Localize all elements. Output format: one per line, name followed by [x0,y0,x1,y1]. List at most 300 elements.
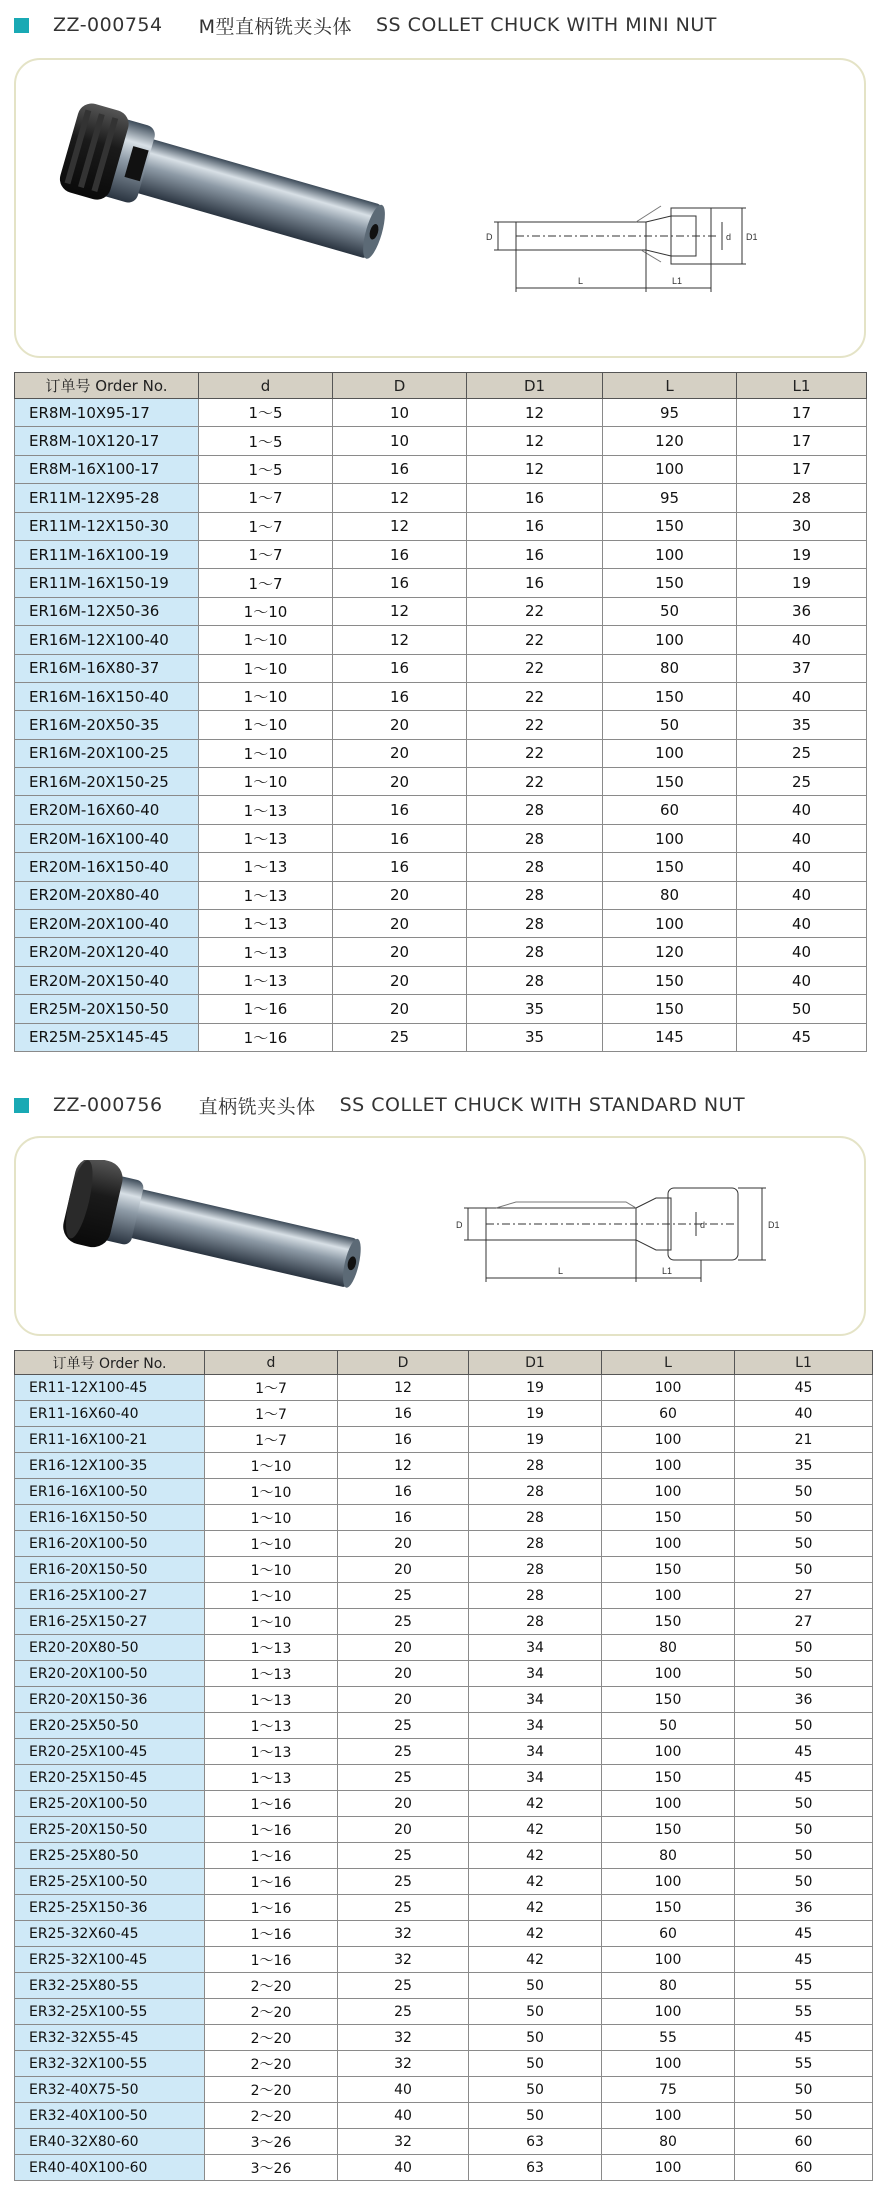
table-row [15,1635,873,1661]
cell-D: 16 [333,682,467,710]
cell-L1: 55 [735,2051,873,2077]
cell-L1: 50 [735,1531,873,1557]
cell-D: 16 [333,796,467,824]
cell-D1: 28 [469,1531,602,1557]
cell-L: 50 [603,711,737,739]
cell-order-no: ER8M-16X100-17 [15,455,199,483]
cell-D: 10 [333,399,467,427]
cell-d: 2～20 [205,2103,338,2129]
drawing-label-D: D [456,1220,463,1230]
cell-L1: 30 [737,512,867,540]
cell-D1: 28 [469,1453,602,1479]
cell-order-no: ER11M-16X100-19 [15,540,199,568]
table-row [15,881,867,909]
cell-d: 1～5 [199,427,333,455]
cell-D: 32 [338,2025,469,2051]
cell-L: 80 [602,1843,735,1869]
cell-D1: 50 [469,2077,602,2103]
cell-L: 150 [603,966,737,994]
col-header-D1: D1 [469,1351,602,1375]
cell-D: 20 [333,881,467,909]
cell-D1: 16 [467,512,603,540]
cell-L1: 17 [737,399,867,427]
cell-d: 1～13 [199,881,333,909]
cell-d: 1～10 [199,626,333,654]
cell-order-no: ER20-25X150-45 [15,1765,205,1791]
cell-d: 1～7 [199,484,333,512]
cell-L: 150 [603,995,737,1023]
cell-order-no: ER32-25X100-55 [15,1999,205,2025]
cell-d: 1～16 [205,1921,338,1947]
cell-L: 100 [602,2103,735,2129]
cell-d: 1～7 [205,1375,338,1401]
cell-D: 20 [333,938,467,966]
cell-order-no: ER20M-20X120-40 [15,938,199,966]
drawing-label-L1: L1 [672,276,683,286]
cell-L1: 50 [735,1713,873,1739]
cell-d: 1～13 [205,1713,338,1739]
table-row [15,739,867,767]
cell-d: 2～20 [205,2025,338,2051]
table-row [15,1895,873,1921]
col-header-d: d [199,373,333,399]
cell-D: 40 [338,2155,469,2181]
table-row [15,1817,873,1843]
table-row [15,682,867,710]
cell-D: 20 [333,910,467,938]
cell-D1: 34 [469,1687,602,1713]
cell-L1: 27 [735,1609,873,1635]
cell-L: 100 [602,1479,735,1505]
section-title [14,1093,745,1117]
cell-d: 2～20 [205,2051,338,2077]
table-row [15,824,867,852]
table-row [15,399,867,427]
cell-D: 20 [333,768,467,796]
cell-L1: 40 [737,881,867,909]
cell-D: 20 [333,995,467,1023]
cell-L1: 50 [735,1635,873,1661]
product-name-en: SS COLLET CHUCK WITH MINI NUT [376,14,717,36]
cell-order-no: ER11M-12X150-30 [15,512,199,540]
cell-L1: 40 [737,910,867,938]
drawing-label-d: d [700,1220,706,1230]
table-row [15,1661,873,1687]
cell-L: 50 [602,1713,735,1739]
drawing-label-D: D [486,232,493,242]
cell-d: 1～13 [199,966,333,994]
cell-d: 1～16 [205,1791,338,1817]
cell-order-no: ER16M-20X100-25 [15,739,199,767]
cell-d: 3～26 [205,2155,338,2181]
cell-D1: 28 [467,881,603,909]
cell-L: 120 [603,427,737,455]
cell-order-no: ER20-25X100-45 [15,1739,205,1765]
cell-order-no: ER11M-12X95-28 [15,484,199,512]
cell-order-no: ER32-40X100-50 [15,2103,205,2129]
table-row [15,2077,873,2103]
product-name-en: SS COLLET CHUCK WITH STANDARD NUT [339,1094,746,1116]
cell-D1: 50 [469,2051,602,2077]
cell-L1: 19 [737,569,867,597]
cell-D1: 50 [469,2025,602,2051]
cell-D: 25 [338,1895,469,1921]
table-row [15,910,867,938]
table-row [15,1739,873,1765]
cell-L: 150 [602,1609,735,1635]
cell-d: 1～16 [199,995,333,1023]
cell-d: 1～5 [199,399,333,427]
cell-L: 50 [603,597,737,625]
cell-L: 100 [602,1869,735,1895]
cell-D: 25 [338,1999,469,2025]
cell-D1: 42 [469,1869,602,1895]
cell-L1: 17 [737,427,867,455]
table-row [15,1921,873,1947]
cell-L1: 45 [735,1375,873,1401]
cell-order-no: ER11-16X60-40 [15,1401,205,1427]
table-row [15,654,867,682]
cell-d: 1～10 [205,1557,338,1583]
cell-L1: 21 [735,1427,873,1453]
cell-order-no: ER20M-16X60-40 [15,796,199,824]
cell-d: 2～20 [205,1999,338,2025]
cell-D1: 28 [467,796,603,824]
cell-D1: 34 [469,1661,602,1687]
table-row [15,711,867,739]
cell-D: 20 [338,1557,469,1583]
cell-order-no: ER11-16X100-21 [15,1427,205,1453]
cell-L: 95 [603,399,737,427]
cell-L1: 45 [735,1739,873,1765]
cell-D: 25 [338,1843,469,1869]
table-row [15,427,867,455]
table-row [15,1765,873,1791]
cell-d: 1～10 [205,1583,338,1609]
cell-d: 2～20 [205,2077,338,2103]
cell-L: 100 [603,824,737,852]
drawing-label-d: d [726,232,732,242]
cell-D: 25 [338,1869,469,1895]
table-header-row [15,1351,873,1375]
cell-D: 25 [338,1973,469,1999]
cell-D1: 22 [467,739,603,767]
cell-order-no: ER25-25X150-36 [15,1895,205,1921]
col-header-D: D [333,373,467,399]
cell-d: 1～13 [205,1765,338,1791]
cell-D: 25 [338,1739,469,1765]
table-row [15,512,867,540]
cell-L: 150 [602,1557,735,1583]
cell-d: 1～10 [199,711,333,739]
col-header-order-no: 订单号 Order No. [15,373,199,399]
cell-D1: 42 [469,1843,602,1869]
table-row [15,1427,873,1453]
cell-L1: 50 [735,1869,873,1895]
cell-D: 20 [338,1791,469,1817]
cell-order-no: ER20M-16X150-40 [15,853,199,881]
cell-L: 150 [603,512,737,540]
cell-D: 32 [338,2129,469,2155]
drawing-label-L: L [578,276,584,286]
table-row [15,1375,873,1401]
cell-L1: 50 [735,1817,873,1843]
cell-L1: 45 [735,1947,873,1973]
cell-order-no: ER16-16X150-50 [15,1505,205,1531]
cell-L: 100 [603,910,737,938]
table-row [15,484,867,512]
cell-L1: 60 [735,2129,873,2155]
cell-D1: 28 [467,910,603,938]
cell-D1: 63 [469,2129,602,2155]
cell-D1: 22 [467,654,603,682]
cell-d: 1～16 [205,1869,338,1895]
table-row [15,1869,873,1895]
technical-drawing [486,200,836,300]
cell-D: 20 [338,1817,469,1843]
table-row [15,966,867,994]
cell-L: 75 [602,2077,735,2103]
cell-d: 1～7 [205,1427,338,1453]
technical-drawing [456,1178,816,1288]
cell-D: 16 [333,455,467,483]
drawing-label-L1: L1 [662,1266,673,1276]
cell-D: 25 [333,1023,467,1051]
cell-L1: 40 [735,1401,873,1427]
cell-L: 100 [602,1427,735,1453]
cell-L: 60 [602,1921,735,1947]
col-header-L1: L1 [735,1351,873,1375]
cell-D1: 12 [467,455,603,483]
table-row [15,1713,873,1739]
cell-order-no: ER40-40X100-60 [15,2155,205,2181]
product-image-panel [14,58,866,358]
cell-D: 16 [333,654,467,682]
cell-order-no: ER16-25X150-27 [15,1609,205,1635]
col-header-L: L [602,1351,735,1375]
cell-order-no: ER32-25X80-55 [15,1973,205,1999]
product-code: ZZ-000754 [53,14,163,36]
table-row [15,1791,873,1817]
cell-L: 80 [603,654,737,682]
cell-D: 40 [338,2103,469,2129]
cell-L1: 50 [735,1479,873,1505]
cell-D: 20 [333,711,467,739]
table-row [15,1557,873,1583]
cell-d: 1～7 [199,512,333,540]
cell-L1: 40 [737,966,867,994]
cell-order-no: ER16M-12X100-40 [15,626,199,654]
cell-order-no: ER16-16X100-50 [15,1479,205,1505]
cell-order-no: ER16M-20X50-35 [15,711,199,739]
table-row [15,2051,873,2077]
cell-D1: 42 [469,1817,602,1843]
cell-D1: 22 [467,768,603,796]
cell-L1: 50 [735,1505,873,1531]
cell-L: 100 [602,1739,735,1765]
cell-D1: 28 [469,1583,602,1609]
teal-square-icon [14,1098,29,1113]
cell-D: 16 [333,540,467,568]
cell-order-no: ER11M-16X150-19 [15,569,199,597]
drawing-label-D1: D1 [768,1220,780,1230]
cell-D: 32 [338,1921,469,1947]
cell-L: 100 [602,2051,735,2077]
cell-L: 100 [602,1453,735,1479]
cell-L: 100 [602,1375,735,1401]
cell-order-no: ER8M-10X120-17 [15,427,199,455]
cell-D1: 34 [469,1739,602,1765]
cell-d: 1～5 [199,455,333,483]
cell-D: 12 [338,1453,469,1479]
drawing-label-D1: D1 [746,232,758,242]
table-row [15,1687,873,1713]
cell-order-no: ER40-32X80-60 [15,2129,205,2155]
col-header-D: D [338,1351,469,1375]
cell-L1: 37 [737,654,867,682]
cell-d: 1～16 [199,1023,333,1051]
table-row [15,1023,867,1051]
col-header-order-no: 订单号 Order No. [15,1351,205,1375]
table-row [15,1843,873,1869]
table-row [15,2025,873,2051]
table-row [15,1583,873,1609]
cell-d: 1～13 [199,796,333,824]
cell-L1: 50 [735,2077,873,2103]
cell-order-no: ER16-25X100-27 [15,1583,205,1609]
cell-order-no: ER8M-10X95-17 [15,399,199,427]
cell-D: 32 [338,2051,469,2077]
cell-L: 100 [603,455,737,483]
collet-chuck-photo [56,1160,386,1300]
cell-D1: 28 [469,1505,602,1531]
cell-L: 145 [603,1023,737,1051]
cell-d: 1～13 [199,853,333,881]
cell-d: 1～10 [205,1479,338,1505]
cell-D: 16 [333,853,467,881]
cell-D: 20 [338,1635,469,1661]
cell-order-no: ER16M-16X80-37 [15,654,199,682]
cell-L1: 50 [737,995,867,1023]
cell-D: 20 [338,1661,469,1687]
cell-D: 25 [338,1583,469,1609]
cell-d: 1～16 [205,1947,338,1973]
cell-L: 100 [602,1999,735,2025]
cell-order-no: ER16-12X100-35 [15,1453,205,1479]
cell-L: 80 [602,1973,735,1999]
cell-D1: 19 [469,1401,602,1427]
cell-d: 1～10 [205,1531,338,1557]
cell-d: 1～7 [199,569,333,597]
spec-table-mini-nut [14,372,867,1052]
table-row [15,597,867,625]
col-header-L: L [603,373,737,399]
cell-D1: 28 [467,853,603,881]
cell-D1: 28 [467,966,603,994]
cell-L: 100 [602,1947,735,1973]
cell-D1: 28 [469,1479,602,1505]
cell-D1: 50 [469,1973,602,1999]
table-row [15,1505,873,1531]
cell-d: 1～13 [199,938,333,966]
cell-D1: 28 [467,938,603,966]
cell-D1: 12 [467,399,603,427]
cell-D: 20 [338,1531,469,1557]
cell-D: 10 [333,427,467,455]
table-row [15,1947,873,1973]
cell-L1: 45 [735,1921,873,1947]
cell-order-no: ER16-20X100-50 [15,1531,205,1557]
cell-L1: 60 [735,2155,873,2181]
cell-D1: 34 [469,1713,602,1739]
cell-d: 1～13 [205,1635,338,1661]
cell-L1: 50 [735,1557,873,1583]
cell-L: 150 [603,853,737,881]
table-row [15,768,867,796]
cell-d: 1～10 [205,1609,338,1635]
table-row [15,2103,873,2129]
cell-L1: 27 [735,1583,873,1609]
table-row [15,995,867,1023]
cell-D: 20 [338,1687,469,1713]
cell-L1: 40 [737,853,867,881]
cell-D: 16 [338,1479,469,1505]
cell-L: 60 [602,1401,735,1427]
table-row [15,796,867,824]
cell-D1: 22 [467,711,603,739]
cell-d: 1～13 [205,1739,338,1765]
cell-D1: 22 [467,597,603,625]
cell-D: 16 [333,824,467,852]
cell-d: 1～10 [205,1505,338,1531]
cell-D: 12 [338,1375,469,1401]
cell-D1: 16 [467,569,603,597]
cell-D1: 22 [467,626,603,654]
cell-L1: 50 [735,1661,873,1687]
cell-order-no: ER20-20X150-36 [15,1687,205,1713]
cell-D1: 42 [469,1947,602,1973]
table-row [15,1531,873,1557]
table-row [15,1453,873,1479]
cell-L: 95 [603,484,737,512]
cell-order-no: ER20M-16X100-40 [15,824,199,852]
cell-D1: 42 [469,1921,602,1947]
cell-order-no: ER20M-20X150-40 [15,966,199,994]
cell-D: 16 [338,1505,469,1531]
cell-order-no: ER20M-20X100-40 [15,910,199,938]
cell-L: 100 [602,1791,735,1817]
cell-D: 20 [333,966,467,994]
cell-L: 80 [602,2129,735,2155]
cell-L: 80 [603,881,737,909]
section-title [14,13,717,37]
cell-D1: 19 [469,1375,602,1401]
cell-L1: 40 [737,626,867,654]
table-row [15,1999,873,2025]
product-name-cn: M型直柄铣夹头体 [198,15,352,38]
cell-D1: 34 [469,1635,602,1661]
cell-L1: 40 [737,682,867,710]
cell-L: 150 [603,682,737,710]
cell-D: 16 [338,1401,469,1427]
cell-d: 1～10 [199,768,333,796]
col-header-L1: L1 [737,373,867,399]
cell-L1: 28 [737,484,867,512]
cell-L1: 35 [735,1453,873,1479]
product-name-cn: 直柄铣夹头体 [198,1095,316,1118]
cell-D: 25 [338,1765,469,1791]
product-image-panel [14,1136,866,1336]
